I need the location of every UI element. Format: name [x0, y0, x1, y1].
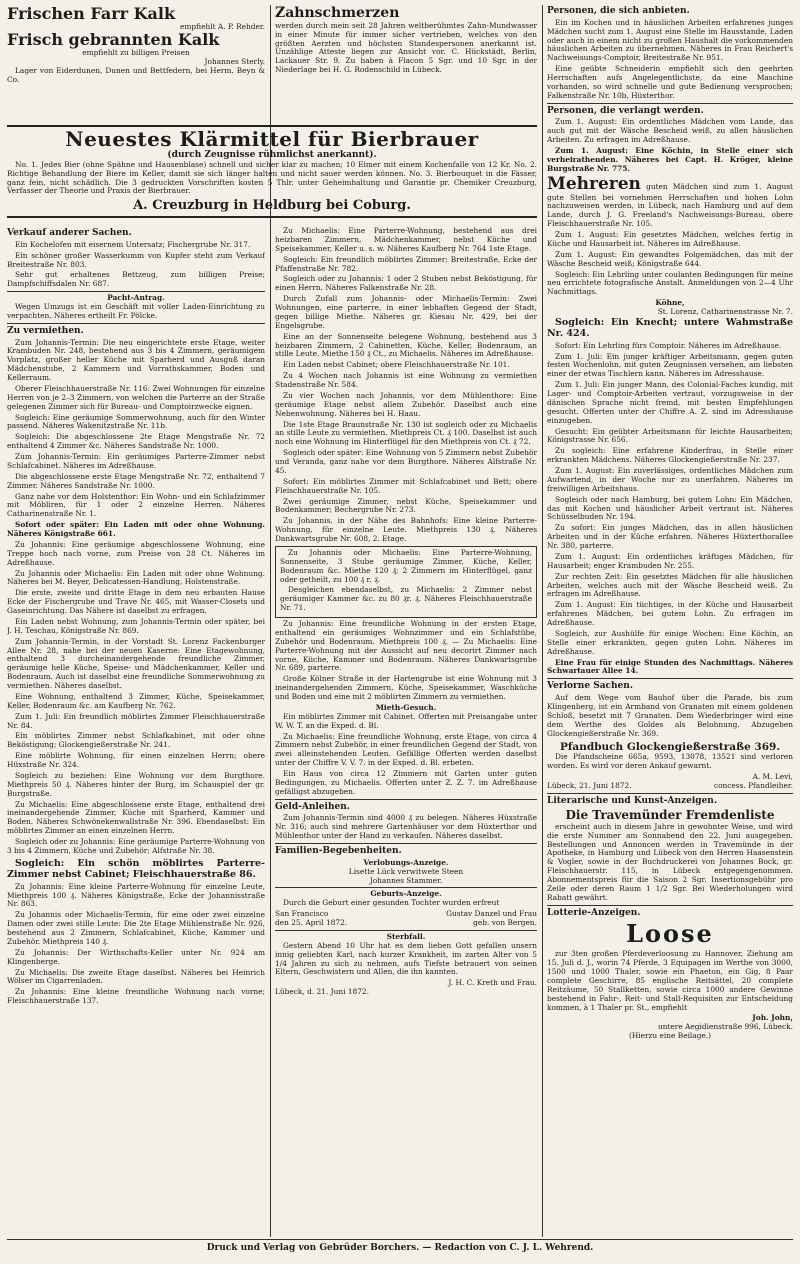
divider: [275, 799, 537, 800]
newspaper-page: [7, 5, 793, 1254]
bier-ad: [7, 123, 537, 220]
bier-text: No. 1. Jedes Bier (ohne Spähne und Hausenblase) schnell und sicher klar zu machen; 10 Eimer mit einem Kochenfalle von 12 Kr. No. 2. Richtige Behandlung der Biere im Keller, damit sie sich länger halten und nicht sauer werden können. No. 3. Bierbouquet in die Fässer, ganz fein, nicht schädlich. Die 3 gedruckten Vorschriften kosten 5 Thlr. unter Geheimhaltung und Garantie pr. Chemiker Creuzburg, Verfasser der Theorie und Praxis der Bierbrauer.: [7, 159, 537, 196]
divider: [547, 905, 793, 906]
ad-item: Sogleich oder zu Johannis: 1 oder 2 Stuben nebst Beköstigung, für einen Herrn. Näheres Falkenstraße Nr. 28.: [275, 274, 537, 293]
geburt-text: Durch die Geburt einer gesunden Tochter wurden erfreut: [283, 898, 500, 908]
vermiethen-item: Eine Wohnung, enthaltend 3 Zimmer, Küche, Speisekammer, Keller, Bodenraum &c. am Kaufberg Nr. 762.: [7, 691, 265, 710]
vermiethen-item: Zum Johannis-Termin, in der Vorstadt St. Lorenz Fackenburger Allee Nr. 28, nahe bei der neuen Kaserne: Eine Etagewohnung, enthaltend 3 durcheinandergehende freundliche Zimmer, geräumige helle Küche, Speise- und Mädchenkammer, Keller und Bodenraum. Auch ist daselbst eine freundliche Sommerwohnung zu vermiethen. Näheres daselbst.: [7, 636, 265, 691]
vermiethen-item: Zu Johannis oder Michaelis: Ein Laden mit oder ohne Wohnung. Näheres bei M. Beyer, Delicatessen-Handlung, Holstenstraße.: [7, 568, 265, 587]
vermiethen-item: Ein möblirtes Zimmer nebst Schlafkabinet, mit oder ohne Beköstigung; Glockengießerstraße Nr. 241.: [7, 731, 265, 750]
verlangt-item: Eine Frau für einige Stunden des Nachmittags. Näheres Schwartauer Allee 14.: [547, 657, 793, 676]
anbieten-item: Ein im Kochen und in häuslichen Arbeiten erfahrenes junges Mädchen sucht zum 1. August eine Stelle im Hausstande, Laden oder auch in einem nicht zu großen Haushalt die vorkommenden häuslichen Arbeiten zu übernehmen. Näheres in Frau Reichert's Nachweisungs-Comptoir, Breitestraße Nr. 951.: [547, 17, 793, 63]
geburt-place: San Francisco: [275, 909, 329, 919]
vermiethen-item: Eine möblirte Wohnung, für einen einzelnen Herrn; obere Hüxstraße Nr. 324.: [7, 751, 265, 770]
kalk-vendor: empfiehlt A. P. Rehder.: [180, 21, 265, 31]
kalk-line2: empfiehlt zu billigen Preisen: [82, 48, 190, 58]
verlangt-item: Zum 1. Juli: Ein junger Mann, des Colonial-Faches kundig, mit Lager- und Comptoir-Arbeiten vertraut, vorzugsweise in der dänischen Sprache nicht fremd, mit besten Empfehlungen gesucht. Offerten unter der Chiffre A. Z. sind im Adresshause einzugeben.: [547, 380, 793, 425]
eider-ad: Lager von Eiderdunen, Dunen und Bettfedern, bei Herm. Beyn & Co.: [7, 65, 265, 84]
verlangt-item: Zum 1. August: Ein zuverlässiges, ordentliches Mädchen zum Aufwartend, in der Woche nur zu unerfahren. Näheres im freiwilligen Arbeitshaus.: [547, 466, 793, 493]
divider: [7, 291, 265, 292]
verkauf-item: Ein schöner großer Wasserkumm von Kupfer steht zum Verkauf Breitestraße Nr. 803.: [7, 250, 265, 269]
mehrere-text: guten Mädchen sind zum 1. August gute Stellen bei vornehmen Herrschaften und hohen Lohn nachzuweisen werden, in Lübeck, nach Hamburg und auf dem Lande, durch J. G. Freeland's Nachweisungs-Bureau, obere Fleischhauerstraße Nr. 105.: [547, 181, 793, 229]
vermiethen-heading: Zu vermiethen.: [7, 325, 84, 336]
verlangt-item: Zum 1. August: Ein gesetztes Mädchen, welches fertig in Küche und Hausarbeit ist. Näheres im Adreßhause.: [547, 230, 793, 248]
koehne-address: St. Lorenz, Catharinenstrasse Nr. 7.: [657, 307, 793, 317]
verlobung-heading: Verlobungs-Anzeige.: [363, 857, 449, 867]
sterb-date: Lübeck, d. 21. Juni 1872.: [275, 987, 369, 997]
verlobung-name: Johannes Stammer.: [369, 875, 443, 885]
pfand-text: Die Pfandscheine 665a, 9593, 13078, 13521 sind verloren worden. Es wird vor deren Ankauf gewarnt.: [547, 752, 793, 770]
verlangt-item: Sogleich oder nach Hamburg, bei gutem Lohn: Ein Mädchen, das mit Kochen und häuslicher Arbeit vertraut ist. Näheres Schüsselbuden Nr. 194.: [547, 494, 793, 522]
vermiethen-item: Die erste, zweite und dritte Etage in dem neu erbauten Hause Ecke der Fischergrube und Trave Nr. 465, mit Wasser-Closets und Gaseinrichtung. Das Nähere ist daselbst zu erfragen.: [7, 588, 265, 616]
kalk-title2: Frisch gebrannten Kalk: [7, 30, 220, 50]
pfand-date: Lübeck, 21. Juni 1872.: [547, 780, 632, 790]
divider: [547, 103, 793, 104]
vermiethen-item: Zu Michaelis: Eine abgeschlossene erste Etage, enthaltend drei ineinandergehende Zimmer, Küche mit Sparherd, Kammer und Boden. Näheres Schwönekenwallstraße Nr. 396. Ebendaselbst: Ein möblirtes Zimmer an einen einzelnen Herrn.: [7, 799, 265, 836]
ad-item: Eine an der Sonnenseite belegene Wohnung, bestehend aus 3 heizbaren Zimmern, 2 Cabinetten, Küche, Keller, Bodenraum, an stille Leute. Miethe 150 ₰ Ct., zu Michaelis. Näheres im Adreßhause.: [275, 331, 537, 359]
vermiethen-item: Sogleich: Ein schön möblirtes Parterre-Zimmer nebst Cabinet; Fleischhauerstraße 86.: [7, 857, 265, 881]
verlangt-item: Sogleich: Ein Lehrling unter coulanten Bedingungen für meine neu errichtete fotografische Anstalt. Anmeldungen von 2—4 Uhr Nachmittags.: [547, 269, 793, 297]
vermiethen-item: Zu Johannis: Eine geräumige abgeschlossene Wohnung, eine Treppe hoch nach vorne, zum Preise von 28 Ct. Näheres im Adreßhause.: [7, 539, 265, 567]
divider: [547, 793, 793, 794]
top-ads: [7, 5, 537, 225]
loose-sign: Joh. John,: [752, 1013, 793, 1023]
verlangt-item: Zur rechten Zeit: Ein gesetztes Mädchen für alle häuslichen Arbeiten, welches auch mit der Wäsche Bescheid weiß. Zu erfragen im Adreßhause.: [547, 571, 793, 599]
trave-title: Die Travemünder Fremdenliste: [565, 808, 775, 823]
verlangt-item: Gesucht: Ein geübter Arbeitsmann für leichte Hausarbeiten; Königstrasse Nr. 656.: [547, 426, 793, 445]
verlangt-item: Zu sogleich: Eine erfahrene Kinderfrau, in Stelle einer erkrankten Mädchens. Näheres Glockengießerstraße Nr. 237.: [547, 446, 793, 465]
vermiethen-item: Ein Laden nebst Wohnung, zum Johannis-Termin oder später, bei J. H. Teschau, Königstraße Nr. 869.: [7, 616, 265, 635]
verkauf-item: Sehr gut erhaltenes Bettzeug, zum billigen Preise; Dampfschiffsdalen Nr. 687.: [7, 270, 265, 289]
boxed-item: Desgleichen ebendaselbst, zu Michaelis: 2 Zimmer nebst geräumiger Kammer &c. zu 80 ₰r. ₰. Näheres Fleischhauerstraße Nr. 71.: [280, 585, 532, 613]
bier-title: Neuestes Klärmittel für Bierbrauer: [65, 127, 479, 151]
divider: [275, 930, 537, 931]
divider: [547, 678, 793, 679]
loose-address: untere Aegidienstraße 996, Lübeck.: [657, 1022, 793, 1032]
ad-item: Zu Michaelis: Eine Parterre-Wohnung, bestehend aus drei heizbaren Zimmern, Mädchenkammer, nebst Küche und Speisekammer, Keller u. s. w. Näheres Kaufberg Nr. 764 1ste Etage.: [275, 227, 537, 253]
ad-item: Zu Johannis: Eine freundliche Wohnung in der ersten Etage, enthaltend ein geräumiges Wohnzimmer und ein Schlafstübe, Zubehör und Bodenraum. Miethpreis 100 ₰. — Zu Michaelis: Eine Parterre-Wohnung mit der Aussicht auf neu decorirt Zimmer nach vorne, Küche, Kammer und Bodenraum. Näheres Dankwartsgrube Nr. 689, parterre.: [275, 619, 537, 673]
divider: [275, 843, 537, 844]
bier-sign: A. Creuzburg in Heldburg bei Coburg.: [133, 198, 411, 214]
vermiethen-item: Zu Michaelis: Die zweite Etage daselbst. Näheres bei Heinrich Wölser im Cigarrenladen.: [7, 967, 265, 986]
ad-item: Zu 4 Wochen nach Johannis ist eine Wohnung zu vermiethen Stadenstraße Nr. 584.: [275, 371, 537, 389]
verlobung-name: Lisette Lück verwitwete Steen: [348, 866, 464, 876]
geburt-names: Gustav Danzel und Frau: [446, 909, 537, 919]
zahn-text: werden durch mein seit 28 Jahren weltberühmtes Zahn-Mundwasser in einer Minute für immer sicher vertrieben, welches von den größten Aerzten und höchsten Standespersonen anerkannt ist. Unzählige Atteste liegen zur Ansicht vor. C. Hückstädt, Berlin, Lackauer Str. 9. Zu haben à Flacon 5 Sgr. und 10 Sgr. in der Niederlage bei H. G. Rodenschild in Lübeck.: [275, 20, 537, 75]
ad-item: Zwei geräumige Zimmer, nebst Küche, Speisekammer und Bodenkammer; Bechergrube Nr. 273.: [275, 496, 537, 515]
boxed-item: Zu Johannis oder Michaelis: Eine Parterre-Wohnung, Sonnenseite, 3 Stube geräumige Zimmer, Küche, Keller, Bodenraum &c. Miethe 120 ₰; 2 Zimmern im Hinterflügel, ganz oder getheilt, zu 100 ₰ r. ₰.: [280, 547, 532, 584]
anbieten-heading: Personen, die sich anbieten.: [547, 6, 690, 16]
imprint-footer: Druck und Verlag von Gebrüder Borchers. — Redaction von C. J. L. Wehrend.: [7, 1239, 793, 1254]
verlangt-item: Sogleich, zur Aushülfe für einige Wochen: Eine Köchin, an Stelle einer erkrankten, gegen guten Lohn. Näheres im Adreßhause.: [547, 628, 793, 656]
ad-item: Sogleich: Ein freundlich möblirtes Zimmer; Breitestraße, Ecke der Pfaffenstraße Nr. 782.: [275, 254, 537, 273]
divider: [7, 216, 537, 218]
column-rule: [542, 5, 543, 1237]
vermiethen-item: Ganz nahe vor dem Holstenthor: Ein Wohn- und ein Schlafzimmer mit Möbliren, für 1 oder 2 einzelne Herren. Näheres Catharinenstraße Nr. 1.: [7, 491, 265, 519]
vermiethen-item: Die abgeschlossene erste Etage Mengstraße Nr. 72, enthaltend 7 Zimmer. Näheres Sandstraße Nr. 1000.: [7, 471, 265, 490]
mehrere-ad: [547, 173, 793, 229]
verloren-heading: Verlorne Sachen.: [547, 681, 633, 692]
familie-heading: Familien-Begebenheiten.: [275, 846, 402, 857]
ad-item: Sogleich oder später: Eine Wohnung von 5 Zimmern nebst Zubehör und Veranda, ganz nahe vor dem Burgthore. Näheres Alfstraße Nr. 45.: [275, 448, 537, 475]
vermiethen-item: Zu Johannis: Eine kleine freundliche Wohnung nach vorne; Fleischhauerstraße 137.: [7, 987, 265, 1006]
verloren-text: Auf dem Wege vom Bauhof über die Parade, bis zum Klingenberg, ist ein Armband von Granaten mit einem goldenen Schloß, besetzt mit 7 Granaten. Dem Wiederbringer wird eine dem Werthe des Goldes als Belohnung. Abzugeben Glockengießerstraße Nr. 369.: [547, 693, 793, 738]
ad-item: Ein Laden nebst Cabinet; obere Fleischhauerstraße Nr. 101.: [283, 360, 510, 370]
kalk-ads: [7, 5, 265, 87]
zahn-title: Zahnschmerzen: [275, 5, 400, 21]
ad-item: Durch Zufall zum Johannis- oder Michaelis-Termin: Zwei Wohnungen, eine parterre, in einer lebhaften Gegend der Stadt, gegen billige Miethe. Näheres gr. Kiesau Nr. 429, bei der Engelsgrube.: [275, 294, 537, 330]
verlangt-item: Sofort: Ein Lehrling fürs Comptoir. Näheres im Adreßhause.: [555, 340, 782, 350]
trave-text: erscheint auch in diesem Jahre in gewohnter Weise, und wird die erste Nummer am Sonnabend den 22. Juni ausgegeben. Bestellungen und Annoncen werden in Travemünde in der Apotheke, in Hamburg und Lübeck von den Herren Haasenstein & Vogler, sowie in der Buchdruckerei von Johannes Bock, gr. Fleischhauerstr. 115, in Lübeck entgegengenommen. Abonnementspreis für die Saison 2 Sgr. Insertionsgebühr pro Zeile oder deren Raum 1 1/2 Sgr. Bei Wiederholungen wird Rabatt gewährt.: [547, 821, 793, 902]
geld-text: Zum Johannis-Termin sind 4000 ₰ zu belegen. Näheres Hüxstraße Nr. 316; auch sind mehrere Gartenhäuser vor dem Hüxterthor und Mühlenthor unter der Hand zu verkaufen. Näheres daselbst.: [275, 813, 537, 841]
boxed-ad: [275, 546, 537, 618]
ad-item: Große Kölner Straße in der Hartengrube ist eine Wohnung mit 3 ineinandergehenden Zimmern, Küche, Speisekammer, Waschküche und Boden und eine mit 2 möblirten Zimmern zu vermiethen.: [275, 674, 537, 701]
gesuch-item: Ein möblirtes Zimmer mit Cabinet. Offerten mit Preisangabe unter W. W. T. an die Exped. d. Bl.: [275, 711, 537, 730]
divider: [7, 323, 265, 324]
vermiethen-item: Sogleich oder zu Johannis: Eine geräumige Parterre-Wohnung von 3 bis 4 Zimmern, Küche und Zubehör; Alfstraße Nr. 38.: [7, 837, 265, 855]
verkauf-heading: Verkauf anderer Sachen.: [7, 228, 132, 238]
verlangt-item: Zu sofort: Ein junges Mädchen, das in allen häuslichen Arbeiten und in der Küche erfahren. Näheres Hüxterthorallee Nr. 380, parterre.: [547, 523, 793, 551]
pfand-heading: Pfandbuch Glockengießerstraße 369.: [560, 740, 780, 753]
zahn-ad: [275, 5, 537, 77]
vermiethen-item: Oberer Fleischhauerstraße Nr. 116: Zwei Wohnungen für einzelne Herren von je 2–3 Zimmern, von welchen die Parterre an der Straße gelegenen Zimmer sich für Bureau- und Comptoirzwecke eignen.: [7, 383, 265, 411]
ad-item: Zu vier Wochen nach Johannis, vor dem Mühlenthore: Eine geräumige Etage nebst allem Zubehör. Daselbst auch eine Nebenwohnung. Näheres bei H. Haau.: [275, 390, 537, 418]
vermiethen-item: Sogleich: Die abgeschlossene 2te Etage Mengstraße Nr. 72 enthaltend 4 Zimmer &c. Näheres Sandstraße Nr. 1000.: [7, 432, 265, 451]
ad-item: Zu Johannis, in der Nähe des Bahnhofs: Eine kleine Parterre-Wohnung, für einzelne Leute. Miethpreis 130 ₰. Näheres Dankwartsgrube Nr. 608, 2. Etage.: [275, 516, 537, 543]
verlangt-item: Zum 1. August: Ein gewandtes Folgemädchen, das mit der Wäsche Bescheid weiß; Königstraße 644.: [547, 249, 793, 268]
sterb-heading: Sterbfall.: [386, 931, 426, 941]
loose-title: Loose: [626, 919, 714, 949]
vermiethen-item: Zum Johannis-Termin: Die neu eingerichtete erste Etage, weiter Krambuden Nr. 248, bestehend aus 3 bis 4 Zimmern, geräumigem Vorplatz, großer heller Küche mit Sparherd und Ausguß daran Mädchenstube, 2 Kammern und Vorrathskammer, Boden und Kellerraum.: [7, 337, 265, 383]
pacht-heading: Pacht-Antrag.: [107, 293, 165, 303]
verkauf-item: Ein Kochelofen mit eisernem Untersatz; Fischergrube Nr. 317.: [15, 239, 251, 249]
pfand-sign: A. M. Levi,: [752, 771, 793, 781]
kalk-vendor2: Johannes Sterly.: [204, 56, 265, 66]
loose-text: zur 3ten großen Pferdeverloosung zu Hannover, Ziehung am 15. Juli d. J., worin 74 Pferde, 3 Equipagen im Werthe von 3000, 1500 und 1000 Thaler, sowie ein Phaeton, ein Gig, 8 Paar complete Geschirre, 85 englische Reitsättel, 20 complete Reitzäume, 50 Stallketten, sowie circa 1000 andere Gewinne bestehend in Fahr-, Reit- und Stall-Requisiten zur Entscheidung kommen, à 1 Thaler pr. St., empfiehlt: [547, 949, 793, 1012]
vermiethen-item: Zum 1. Juli: Ein freundlich möblirtes Zimmer Fleischhauerstraße Nr. 84.: [7, 711, 265, 730]
verlangt-item: Zum 1. August: Ein tüchtiges, in der Küche und Hausarbeit erfahrenes Mädchen, bei gutem Lohn. Zu erfragen im Adreßhause.: [547, 600, 793, 628]
geburt-line: [275, 919, 537, 928]
lit-heading: Literarische und Kunst-Anzeigen.: [547, 795, 717, 806]
pfand-footer: [547, 782, 793, 791]
vermiethen-item: Zu Johannis: Der Wirthschafts-Keller unter Nr. 924 am Klingenberge.: [7, 947, 265, 966]
sterb-text: Gestern Abend 10 Uhr hat es dem lieben Gott gefallen unsern innig geliebten Karl, nach kurzer Krankheit, im zarten Alter von 5 1/4 Jahren zu sich zu nehmen, aufs Tiefste betrauert von seinen Eltern, Geschwistern und Allen, die ihn kannten.: [275, 940, 537, 977]
geburt-born: geb. von Bergen.: [473, 918, 537, 928]
divider: [275, 887, 537, 888]
vermiethen-item: Zum Johannis-Termin: Ein geräumiges Parterre-Zimmer nebst Schlafcabinet. Näheres im Adreßhause.: [7, 452, 265, 470]
vermiethen-item: Zu Johannis oder Michaelis-Termin, für eine oder zwei einzelne Damen oder zwei stille Leute: Die 2te Etage Mühlenstraße Nr. 926, bestehend aus 2 Zimmern, Schlafcabinet, Küche, Kammer und Zubehör. Miethpreis 140 ₰.: [7, 910, 265, 946]
verlangt-heading: Personen, die verlangt werden.: [547, 105, 704, 116]
anbieten-item: Eine geübte Schneiderin empfiehlt sich den geehrten Herrschaften aufs Angelegentlichste, da eine Maschine vorhanden, so wird schnelle und gute Bedienung versprochen; Falkenstraße Nr. 10b, Hüxterthor.: [547, 64, 793, 100]
lotterie-heading: Lotterie-Anzeigen.: [547, 907, 641, 918]
gesuch-item: Ein Haus von circa 12 Zimmern mit Garten unter guten Bedingungen, zu Michaelis. Offerten unter Z. Z. 7. im Adreßhause gefälligst abzugeben.: [275, 769, 537, 796]
ad-item: Sofort: Ein möblirtes Zimmer mit Schlafcabinet und Bett; obere Fleischhauerstraße Nr. 105.: [275, 476, 537, 495]
verlangt-item: Zum 1. Juli: Ein junger kräftiger Arbeitsmann, gegen guten festen Wochenlohn, mit guten Zeugnissen versehen, am liebsten einer der etwas Tischlern kann. Näheres im Adresshause.: [547, 351, 793, 379]
vermiethen-item: Zu Johannis: Eine kleine Parterre-Wohnung für einzelne Leute, Miethpreis 100 ₰. Näheres Königstraße, Ecke der Johannisstraße Nr. 863.: [7, 881, 265, 909]
mehrere-word: Mehreren: [547, 173, 641, 194]
verlangt-item: Zum 1. August: Eine Köchin, in Stelle einer sich verheirathenden. Näheres bei Capt. H. Kröger, kleine Burgstraße Nr. 775.: [547, 146, 793, 173]
knecht-ad: Sogleich: Ein Knecht; untere Wahmstraße Nr. 424.: [547, 316, 793, 340]
pacht-text: Wegen Umzugs ist ein Geschäft mit voller Laden-Einrichtung zu verpachten. Näheres ertheilt Fr. Pölcke.: [7, 302, 265, 320]
ad-item: Die 1ste Etage Braunstraße Nr. 130 ist sogleich oder zu Michaelis an stille Leute zu vermiethen. Miethpreis Ct. ₰ 100. Daselbst ist auch noch eine Wohnung im Hinterflügel für den Miethpreis von Ct. ₰ 72.: [275, 419, 537, 447]
vermiethen-item: Sofort oder später: Ein Laden mit oder ohne Wohnung. Näheres Königstraße 661.: [7, 520, 265, 539]
beilage-note: (Hierzu eine Beilage.): [628, 1031, 712, 1041]
bier-subtitle: (durch Zeugnisse rühmlichst anerkannt).: [167, 150, 377, 160]
pfand-role: concess. Pfandleiher.: [713, 780, 793, 790]
column-2: [275, 227, 537, 1232]
verlangt-item: Zum 1. August: Ein ordentliches Mädchen vom Lande, das auch gut mit der Wäsche Bescheid weiß, zu allen häuslichen Arbeiten. Zu erfragen im Adreßhause.: [547, 117, 793, 145]
column-1: [7, 227, 265, 1232]
column-3: [547, 5, 793, 1232]
gesuch-item: Zu Michaelis: Eine freundliche Wohnung, erste Etage, von circa 4 Zimmern nebst Zubehör, in einer freundlichen Gegend der Stadt, von zwei alleinstehenden Leuten. Gefällige Offerten werden daselbst unter der Chiffre V. V. 7. in der Exped. d. Bl. erbeten.: [275, 731, 537, 768]
vermiethen-item: Sogleich: Eine geräumige Sommerwohnung, auch für den Winter passend. Näheres Wakenitzstraße Nr. 11b.: [7, 412, 265, 431]
geburt-date: den 25. April 1872.: [275, 918, 348, 928]
sterb-sign: J. H. C. Kreth und Frau.: [448, 978, 537, 988]
gesuch-heading: Mieth-Gesuch.: [375, 702, 437, 712]
vermiethen-item: Sogleich zu beziehen: Eine Wohnung vor dem Burgthore. Miethpreis 50 ₰. Näheres hinter der Burg, im Schauspiel der gr. Burgstraße.: [7, 770, 265, 798]
kalk-title: Frischen Farr Kalk: [7, 4, 176, 23]
geld-heading: Geld-Anleihen.: [275, 801, 350, 812]
geburt-heading: Geburts-Anzeige.: [370, 889, 442, 899]
verlangt-item: Zum 1. August: Ein ordentliches kräftiges Mädchen, für Hausarbeit; enger Krambuden Nr. 255.: [547, 551, 793, 570]
koehne-name: Köhne,: [655, 298, 685, 308]
